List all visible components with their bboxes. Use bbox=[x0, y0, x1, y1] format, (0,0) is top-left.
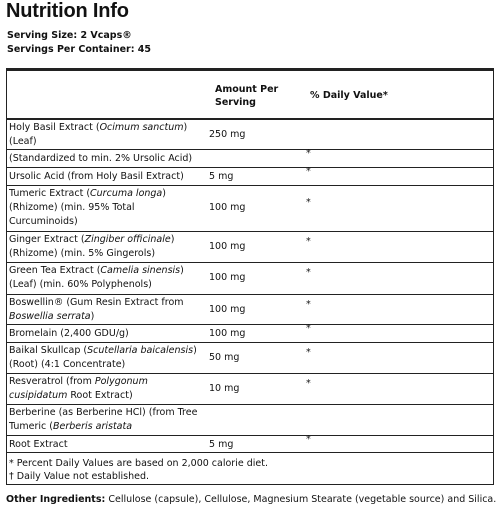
table-row bbox=[7, 185, 493, 232]
ingredient-name bbox=[9, 170, 204, 184]
ingredient-amount: 100 mg bbox=[209, 328, 246, 339]
table-row bbox=[7, 231, 493, 263]
ingredient-name-tail: ) (Leaf) (min. 60% Polyphenols) bbox=[9, 265, 184, 290]
ingredient-name-tail: ) (Rhizome) (min. 5% Gingerols) bbox=[9, 234, 175, 259]
footnote-daily-values: * Percent Daily Values are based on 2,000 calorie diet. bbox=[9, 458, 268, 469]
ingredient-name bbox=[9, 233, 204, 261]
table-row bbox=[7, 435, 493, 453]
ingredient-name bbox=[9, 375, 204, 403]
table-row bbox=[7, 294, 493, 325]
ingredient-daily-value: * bbox=[306, 166, 311, 177]
ingredient-name-text: Root Extract bbox=[9, 439, 68, 450]
ingredient-amount: 100 mg bbox=[209, 241, 246, 252]
ingredient-name bbox=[9, 406, 204, 434]
ingredient-name-text: Boswellin® (Gum Resin Extract from bbox=[9, 297, 184, 308]
table-row bbox=[7, 149, 493, 168]
ingredient-latin-name: Polygonum cusipidatum bbox=[9, 376, 148, 401]
ingredient-daily-value: * bbox=[306, 323, 311, 334]
table-row bbox=[7, 342, 493, 374]
serving-size: Serving Size: 2 Vcaps® bbox=[7, 30, 132, 41]
page-title: Nutrition Info bbox=[6, 0, 129, 22]
table-row bbox=[7, 404, 493, 436]
table-row bbox=[7, 167, 493, 186]
ingredient-daily-value: * bbox=[306, 299, 311, 310]
ingredient-daily-value: * bbox=[306, 434, 311, 445]
ingredient-amount: 100 mg bbox=[209, 202, 246, 213]
ingredient-latin-name: Camelia sinensis bbox=[100, 265, 181, 276]
ingredient-amount: 100 mg bbox=[209, 272, 246, 283]
ingredient-name-text: Berberine (as Berberine HCl) (from Tree Tumeric ( bbox=[9, 407, 198, 432]
footnotes bbox=[7, 452, 493, 487]
ingredient-daily-value: * bbox=[306, 148, 311, 159]
ingredient-name-text: (Standardized to min. 2% Ursolic Acid) bbox=[9, 153, 193, 164]
ingredient-name-text: Ginger Extract ( bbox=[9, 234, 85, 245]
table-row bbox=[7, 118, 493, 151]
ingredient-daily-value: * bbox=[306, 347, 311, 358]
table-row bbox=[7, 324, 493, 343]
ingredient-amount: 5 mg bbox=[209, 439, 234, 450]
ingredient-latin-name: Curcuma longa bbox=[90, 188, 163, 199]
footnote-not-established: † Daily Value not established. bbox=[9, 471, 150, 482]
ingredient-name bbox=[9, 327, 204, 341]
ingredient-name-text: Green Tea Extract ( bbox=[9, 265, 101, 276]
other-ingredients-text: Cellulose (capsule), Cellulose, Magnesium Stearate (vegetable source) and Silica. bbox=[108, 494, 497, 505]
ingredient-daily-value: * bbox=[306, 197, 311, 208]
header-daily-value: % Daily Value* bbox=[310, 90, 388, 101]
header-amount-per-serving: Amount Per Serving bbox=[215, 84, 279, 108]
ingredient-latin-name: Boswellia serrata bbox=[9, 311, 91, 322]
ingredient-name-text: Baikal Skullcap ( bbox=[9, 345, 88, 356]
ingredient-amount: 10 mg bbox=[209, 383, 240, 394]
ingredient-name-tail: ) (Rhizome) (min. 95% Total Curcuminoids) bbox=[9, 188, 166, 227]
ingredient-name-text: Ursolic Acid (from Holy Basil Extract) bbox=[9, 171, 184, 182]
ingredient-daily-value: * bbox=[306, 378, 311, 389]
ingredient-name-tail: ) (Root) (4:1 Concentrate) bbox=[9, 345, 197, 370]
ingredient-name-text: Resveratrol (from bbox=[9, 376, 95, 387]
ingredient-daily-value: * bbox=[306, 267, 311, 278]
ingredient-name-text: Bromelain (2,400 GDU/g) bbox=[9, 328, 129, 339]
ingredient-name bbox=[9, 438, 204, 452]
ingredient-name bbox=[9, 187, 204, 229]
ingredient-amount: 100 mg bbox=[209, 304, 246, 315]
table-row bbox=[7, 262, 493, 295]
ingredient-amount: 250 mg bbox=[209, 129, 246, 140]
ingredient-latin-name: Scutellaria baicalensis bbox=[87, 345, 194, 356]
ingredient-amount: 5 mg bbox=[209, 171, 234, 182]
ingredient-latin-name: Berberis aristata bbox=[52, 421, 133, 432]
ingredient-name bbox=[9, 296, 204, 324]
ingredient-name bbox=[9, 121, 204, 149]
ingredient-latin-name: Ocimum sanctum bbox=[99, 122, 184, 133]
ingredient-latin-name: Zingiber officinale bbox=[84, 234, 171, 245]
servings-per-container: Servings Per Container: 45 bbox=[7, 44, 152, 55]
ingredient-name bbox=[9, 264, 204, 292]
ingredient-amount: 50 mg bbox=[209, 352, 240, 363]
table-row bbox=[7, 373, 493, 405]
ingredient-name bbox=[9, 344, 204, 372]
ingredient-name-tail: Root Extract) bbox=[67, 390, 133, 401]
ingredient-name-tail: ) bbox=[90, 311, 95, 322]
ingredient-name-tail: ) (Leaf) bbox=[9, 122, 188, 147]
ingredient-daily-value: * bbox=[306, 236, 311, 247]
other-ingredients-label: Other Ingredients: bbox=[6, 494, 106, 505]
ingredient-name-text: Tumeric Extract ( bbox=[9, 188, 91, 199]
supplement-facts-table bbox=[6, 68, 494, 485]
ingredient-name-text: Holy Basil Extract ( bbox=[9, 122, 100, 133]
other-ingredients bbox=[6, 494, 496, 505]
ingredient-name bbox=[9, 152, 204, 166]
